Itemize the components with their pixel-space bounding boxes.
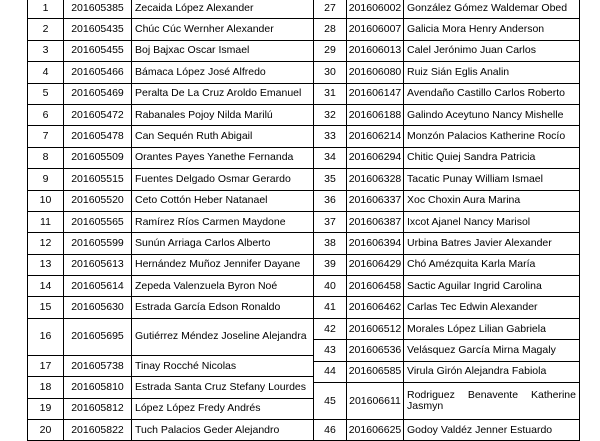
table-row [314,297,580,318]
student-name: Can Sequén Ruth Abigail [132,126,314,147]
student-id: 201605478 [64,126,132,147]
row-number: 4 [28,62,64,83]
student-name: Avendaño Castillo Carlos Roberto [404,83,580,104]
student-name: Calel Jerónimo Juan Carlos [404,40,580,61]
student-name: Monzón Palacios Katherine Rocío [404,126,580,147]
student-name: Chitic Quiej Sandra Patricia [404,147,580,168]
student-id: 201606536 [347,340,404,361]
student-name: Ramírez Ríos Carmen Maydone [132,211,314,232]
student-id: 201606294 [347,147,404,168]
student-id: 201606394 [347,233,404,254]
student-name: Morales López Lilian Gabriela [404,318,580,339]
row-number: 7 [28,126,64,147]
table-row [28,83,314,104]
table-row [28,355,314,376]
table-row [314,276,580,297]
student-id: 201606188 [347,104,404,125]
student-name: Tuch Palacios Geder Alejandro [132,420,314,441]
row-number: 36 [314,190,347,211]
row-number: 11 [28,211,64,232]
student-name: Tinay Rocché Nicolas [132,355,314,376]
row-number: 8 [28,147,64,168]
student-id: 201606585 [347,361,404,382]
row-number: 46 [314,420,347,441]
table-row [314,340,580,361]
table-row [314,126,580,147]
row-number: 20 [28,420,64,441]
table-row [314,383,580,420]
student-name: Xoc Choxin Aura Marina [404,190,580,211]
student-name: Galicia Mora Henry Anderson [404,19,580,40]
table-row [314,318,580,339]
row-number: 16 [28,318,64,355]
student-id: 201606512 [347,318,404,339]
table-row [314,0,580,19]
student-id: 201606147 [347,83,404,104]
row-number: 40 [314,276,347,297]
table-row [28,318,314,355]
student-id: 201606013 [347,40,404,61]
student-name: Sunún Arriaga Carlos Alberto [132,233,314,254]
student-name: Ruiz Sián Eglis Analin [404,62,580,83]
table-row [28,254,314,275]
student-id: 201606429 [347,254,404,275]
table-row [28,297,314,318]
table-row [28,420,314,441]
table-row [28,377,314,398]
student-name: López López Fredy Andrés [132,398,314,419]
row-number: 33 [314,126,347,147]
student-id: 201605599 [64,233,132,254]
student-id: 201605469 [64,83,132,104]
student-id: 201605520 [64,190,132,211]
table-row [314,62,580,83]
table-row [314,361,580,382]
student-id: 201605565 [64,211,132,232]
student-name: Chó Amézquita Karla María [404,254,580,275]
student-name: Peralta De La Cruz Aroldo Emanuel [132,83,314,104]
student-id: 201606002 [347,0,404,19]
table-row [314,211,580,232]
student-id: 201605695 [64,318,132,355]
table-row [314,83,580,104]
student-id: 201605810 [64,377,132,398]
row-number: 12 [28,233,64,254]
student-name: Urbina Batres Javier Alexander [404,233,580,254]
student-name: Virula Girón Alejandra Fabiola [404,361,580,382]
student-id: 201605455 [64,40,132,61]
student-name: Boj Bajxac Oscar Ismael [132,40,314,61]
row-number: 5 [28,83,64,104]
student-name: Zecaida López Alexander [132,0,314,19]
student-name: Ceto Cottón Heber Natanael [132,190,314,211]
student-id: 201605472 [64,104,132,125]
row-number: 45 [314,383,347,420]
row-number: 27 [314,0,347,19]
student-id: 201606458 [347,276,404,297]
student-id: 201605435 [64,19,132,40]
table-row [314,169,580,190]
row-number: 41 [314,297,347,318]
student-id: 201606007 [347,19,404,40]
student-id: 201606625 [347,420,404,441]
row-number: 13 [28,254,64,275]
student-name: Velásquez García Mirna Magaly [404,340,580,361]
table-row [28,104,314,125]
table-row [28,276,314,297]
row-number: 18 [28,377,64,398]
student-table-right [313,0,580,441]
table-row [314,420,580,441]
student-name: Rabanales Pojoy Nilda Marilú [132,104,314,125]
row-number: 38 [314,233,347,254]
student-id: 201606611 [347,383,404,420]
table-row [314,19,580,40]
student-name: Sactic Aguilar Ingrid Carolina [404,276,580,297]
row-number: 28 [314,19,347,40]
table-row [28,169,314,190]
row-number: 35 [314,169,347,190]
student-name: Gutiérrez Méndez Joseline Alejandra [132,318,314,355]
student-table-left [27,0,314,441]
row-number: 9 [28,169,64,190]
row-number: 32 [314,104,347,125]
student-id: 201606387 [347,211,404,232]
student-id: 201606080 [347,62,404,83]
table-row [28,62,314,83]
table-row [28,211,314,232]
row-number: 17 [28,355,64,376]
student-name: Chúc Cúc Wernher Alexander [132,19,314,40]
row-number: 39 [314,254,347,275]
row-number: 19 [28,398,64,419]
student-name: Tacatic Punay William Ismael [404,169,580,190]
table-row [28,40,314,61]
row-number: 2 [28,19,64,40]
row-number: 1 [28,0,64,19]
student-name: Ixcot Ajanel Nancy Marisol [404,211,580,232]
student-id: 201606328 [347,169,404,190]
row-number: 6 [28,104,64,125]
student-name: Bámaca López José Alfredo [132,62,314,83]
student-id: 201605822 [64,420,132,441]
table-row [28,398,314,419]
student-id: 201605738 [64,355,132,376]
table-row [28,190,314,211]
student-name: Orantes Payes Yanethe Fernanda [132,147,314,168]
student-name: Carlas Tec Edwin Alexander [404,297,580,318]
student-id: 201605385 [64,0,132,19]
table-row [314,190,580,211]
row-number: 29 [314,40,347,61]
student-name: Fuentes Delgado Osmar Gerardo [132,169,314,190]
student-name: Estrada Santa Cruz Stefany Lourdes [132,377,314,398]
row-number: 10 [28,190,64,211]
student-id: 201605614 [64,276,132,297]
student-id: 201605509 [64,147,132,168]
table-row [28,147,314,168]
table-row [28,126,314,147]
student-name: Godoy Valdéz Jenner Estuardo [404,420,580,441]
row-number: 30 [314,62,347,83]
row-number: 34 [314,147,347,168]
student-name: González Gómez Waldemar Obed [404,0,580,19]
student-id: 201606462 [347,297,404,318]
table-row [314,104,580,125]
table-row [314,254,580,275]
row-number: 3 [28,40,64,61]
student-name: Zepeda Valenzuela Byron Noé [132,276,314,297]
table-row [28,0,314,19]
row-number: 31 [314,83,347,104]
student-id: 201605812 [64,398,132,419]
student-name: Galindo Aceytuno Nancy Mishelle [404,104,580,125]
student-id: 201605515 [64,169,132,190]
student-id: 201605630 [64,297,132,318]
student-id: 201606214 [347,126,404,147]
row-number: 43 [314,340,347,361]
student-id: 201605466 [64,62,132,83]
student-id: 201605613 [64,254,132,275]
table-row [28,233,314,254]
table-row [314,233,580,254]
row-number: 15 [28,297,64,318]
table-row [314,147,580,168]
table-row [28,19,314,40]
student-name: Rodriguez Benavente Katherine Jasmyn [404,383,580,420]
row-number: 14 [28,276,64,297]
table-row [314,40,580,61]
row-number: 42 [314,318,347,339]
student-id: 201606337 [347,190,404,211]
student-name: Estrada García Edson Ronaldo [132,297,314,318]
row-number: 44 [314,361,347,382]
row-number: 37 [314,211,347,232]
student-name: Hernández Muñoz Jennifer Dayane [132,254,314,275]
